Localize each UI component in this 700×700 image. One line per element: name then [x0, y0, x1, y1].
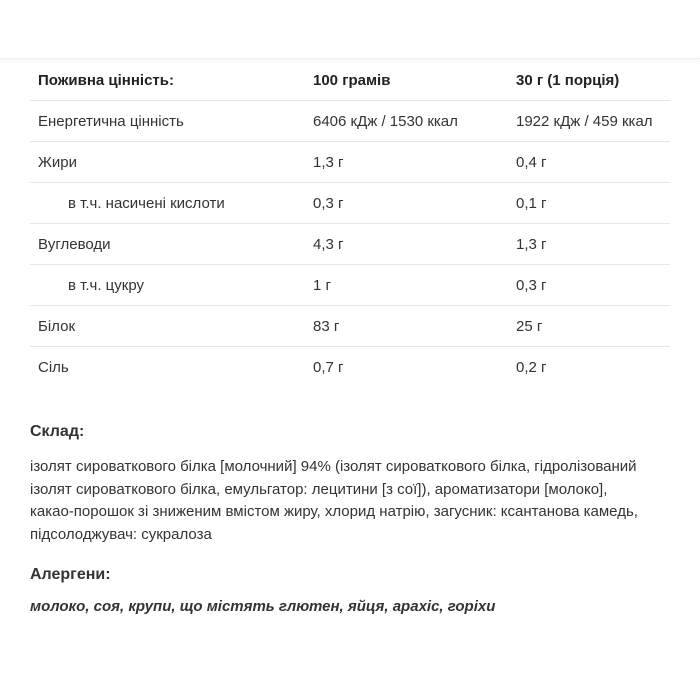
composition-title: Склад: — [30, 423, 85, 440]
table-row — [30, 183, 670, 224]
row-per-serving: 1922 кДж / 459 ккал — [508, 101, 670, 142]
row-label: в т.ч. цукру — [30, 265, 305, 306]
row-per-100g: 4,3 г — [305, 224, 508, 265]
row-label: Вуглеводи — [30, 224, 305, 265]
row-label: Жири — [30, 142, 305, 183]
header-per-serving: 30 г (1 порція) — [508, 60, 670, 101]
table-row — [30, 265, 670, 306]
row-per-100g: 0,7 г — [313, 358, 344, 376]
nutrition-header-row — [30, 60, 670, 101]
nutrition-table — [30, 60, 670, 387]
row-per-serving: 0,2 г — [516, 358, 547, 376]
row-per-serving: 25 г — [508, 306, 670, 347]
row-per-100g: 6406 кДж / 1530 ккал — [305, 101, 508, 142]
table-row — [30, 306, 670, 347]
table-row — [30, 142, 670, 183]
composition-line: какао-порошок зі зниженим вмістом жиру, хлорид натрію, загусник: ксантанова камедь, — [30, 503, 638, 520]
table-row — [30, 224, 670, 265]
header-per-100g: 100 грамів — [305, 60, 508, 101]
row-per-100g: 83 г — [305, 306, 508, 347]
row-per-serving: 0,3 г — [508, 265, 670, 306]
row-label: Сіль — [38, 358, 69, 376]
allergens-text: молоко, соя, крупи, що містять глютен, яйця, арахіс, горіхи — [30, 598, 496, 615]
composition-line: підсолоджувач: сукралоза — [30, 525, 212, 543]
table-row — [30, 101, 670, 142]
composition-line: ізолят сироваткового білка, емульгатор: лецитини [з сої]), ароматизатори [молоко], — [30, 480, 608, 498]
table-row — [30, 347, 670, 388]
row-per-serving: 0,4 г — [508, 142, 670, 183]
row-per-100g: 0,3 г — [305, 183, 508, 224]
top-bar — [0, 0, 700, 59]
row-label: Білок — [30, 306, 305, 347]
header-nutrition-value: Поживна цінність: — [30, 60, 305, 101]
row-label: в т.ч. насичені кислоти — [30, 183, 305, 224]
composition-line: ізолят сироваткового білка [молочний] 94% (ізолят сироваткового білка, гідролізований — [30, 458, 637, 475]
row-per-serving: 1,3 г — [508, 224, 670, 265]
row-per-100g: 1 г — [305, 265, 508, 306]
row-per-serving: 0,1 г — [508, 183, 670, 224]
row-per-100g: 1,3 г — [305, 142, 508, 183]
allergens-title: Алергени: — [30, 566, 111, 583]
row-label: Енергетична цінність — [30, 101, 305, 142]
composition-text — [30, 456, 680, 546]
